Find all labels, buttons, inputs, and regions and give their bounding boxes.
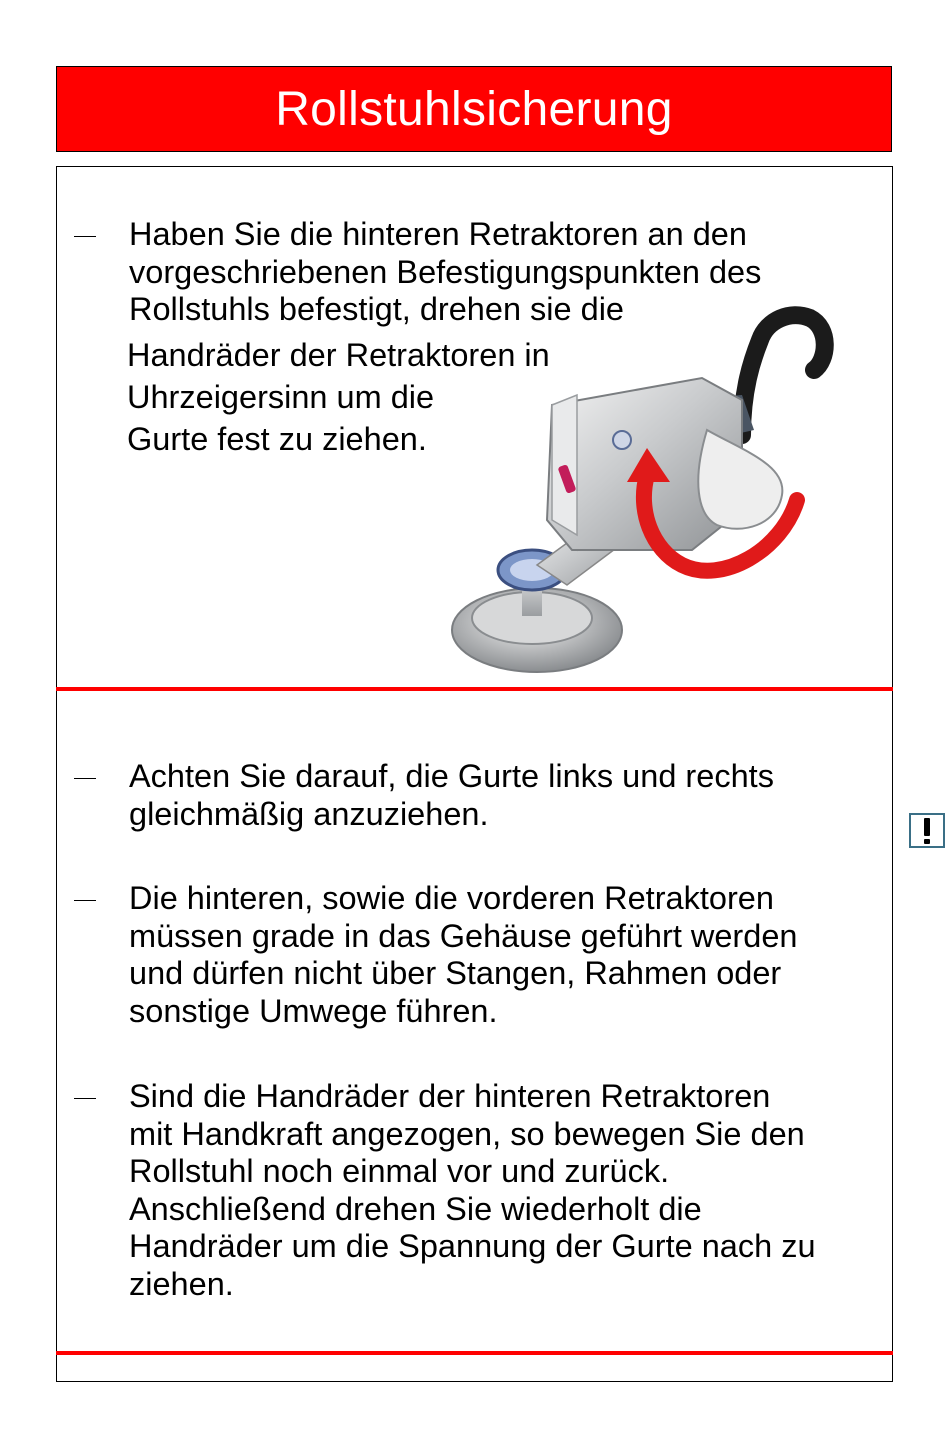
instruction-1-line: Haben Sie die hinteren Retraktoren an den: [129, 216, 747, 252]
bullet-dash: [74, 1098, 96, 1099]
title-banner: [56, 66, 892, 152]
bottom-divider: [56, 1351, 893, 1355]
warning-box: [909, 813, 945, 848]
instruction-line: Die hinteren, sowie die vorderen Retraktoren: [129, 880, 774, 916]
instruction-line: Sind die Handräder der hinteren Retraktoren: [129, 1078, 771, 1114]
bullet-dash: [74, 236, 96, 237]
page-title: Rollstuhlsicherung: [275, 82, 673, 136]
instruction-line: Rollstuhl noch einmal vor und zurück.: [129, 1153, 670, 1189]
instruction-line: gleichmäßig anzuziehen.: [129, 795, 489, 832]
instruction-line: ziehen.: [129, 1265, 234, 1302]
hook-shape: [742, 315, 825, 435]
section-divider: [56, 687, 893, 691]
instruction-1-line: Uhrzeigersinn um die: [127, 379, 435, 415]
instruction-line: Achten Sie darauf, die Gurte links und rechts: [129, 758, 774, 794]
instruction-line: mit Handkraft angezogen, so bewegen Sie den: [129, 1115, 805, 1152]
instruction-1-line: Gurte fest zu ziehen.: [127, 421, 427, 457]
instruction-1-line: Rollstuhls befestigt, drehen sie die: [129, 291, 625, 327]
retractor-device-image: [442, 300, 842, 680]
exclamation-icon: [920, 817, 934, 845]
instruction-line: sonstige Umwege führen.: [129, 992, 498, 1029]
instruction-line: müssen grade in das Gehäuse geführt werden: [129, 917, 798, 954]
bullet-dash: [74, 778, 96, 779]
instruction-3: [129, 880, 797, 1030]
instruction-line: und dürfen nicht über Stangen, Rahmen oder: [129, 955, 782, 991]
instruction-2: [129, 758, 774, 833]
instruction-4: [129, 1078, 816, 1303]
instruction-1-line: vorgeschriebenen Befestigungspunkten des: [129, 253, 762, 290]
bullet-dash: [74, 900, 96, 901]
instruction-line: Handräder um die Spannung der Gurte nach zu: [129, 1228, 816, 1264]
instruction-line: Anschließend drehen Sie wiederholt die: [129, 1190, 702, 1227]
instruction-1-line: Handräder der Retraktoren in: [127, 337, 550, 373]
